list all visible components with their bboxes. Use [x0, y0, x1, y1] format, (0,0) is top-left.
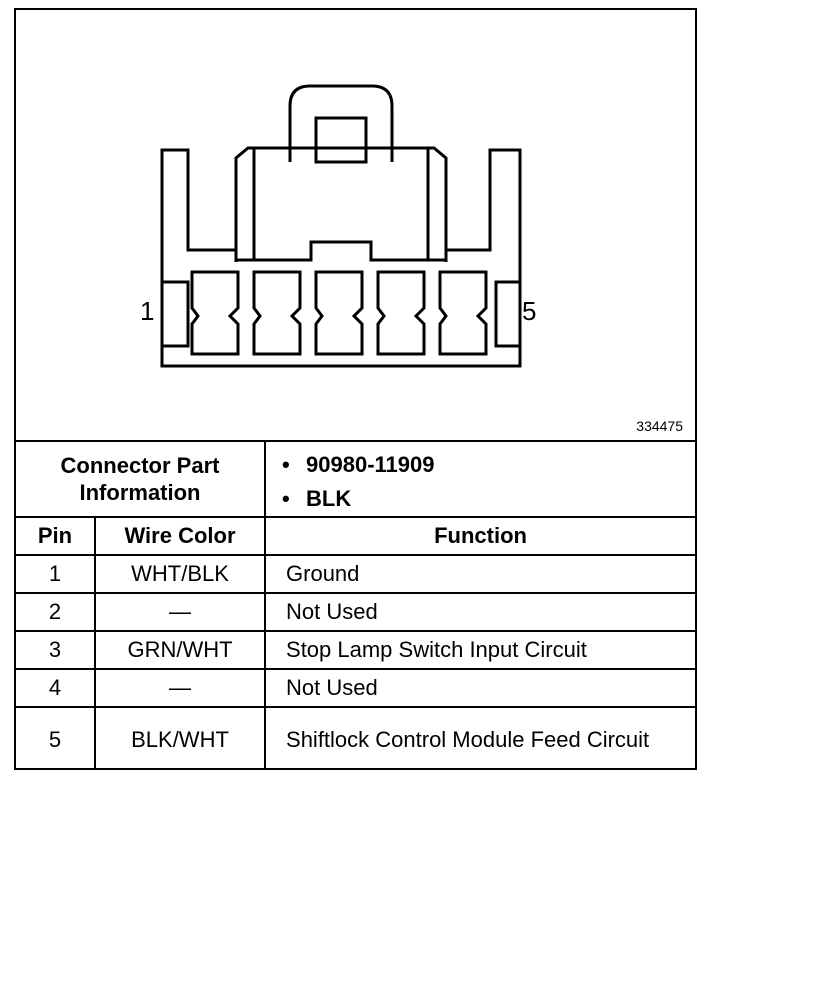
part-info-label-line1: Connector Part [60, 453, 220, 478]
function-cell: Ground [265, 555, 695, 593]
function-cell: Shiftlock Control Module Feed Circuit [265, 707, 695, 770]
pin-cell: 1 [16, 555, 95, 593]
header-function: Function [265, 517, 695, 555]
connector-part-info-label [16, 442, 265, 517]
pin-cell: 3 [16, 631, 95, 669]
wire-color-cell: BLK/WHT [95, 707, 265, 770]
terminal-cavity-5 [440, 272, 486, 354]
header-pin: Pin [16, 517, 95, 555]
pin-5-label: 5 [522, 296, 537, 326]
table-row [16, 707, 695, 770]
part-info-label-line2: Information [79, 480, 201, 505]
wire-color-cell: — [95, 593, 265, 631]
connector-part-info-row [16, 442, 695, 517]
connector-diagram [16, 10, 695, 442]
function-cell: Not Used [265, 593, 695, 631]
terminal-cavity-1 [192, 272, 238, 354]
pin-cell: 5 [16, 707, 95, 770]
part-number: • 90980-11909 [306, 448, 695, 482]
connector-latch [290, 86, 392, 162]
pin-cell: 4 [16, 669, 95, 707]
table-row [16, 555, 695, 593]
connector-end-view-frame [14, 8, 697, 770]
table-row [16, 669, 695, 707]
table-row [16, 631, 695, 669]
connector-color: • BLK [306, 482, 695, 516]
function-cell: Not Used [265, 669, 695, 707]
terminal-cavity-2 [254, 272, 300, 354]
function-cell: Stop Lamp Switch Input Circuit [265, 631, 695, 669]
wire-color-cell: — [95, 669, 265, 707]
connector-housing-outline [162, 150, 520, 366]
terminal-cavity-4 [378, 272, 424, 354]
connector-upper-housing [236, 148, 446, 262]
connector-drawing [16, 10, 695, 440]
connector-latch-window [316, 118, 366, 162]
pin-1-label: 1 [140, 296, 155, 326]
connector-part-info-values [265, 442, 695, 517]
connector-pinout-table [16, 442, 695, 770]
header-wire-color: Wire Color [95, 517, 265, 555]
terminal-cavity-3 [316, 272, 362, 354]
pin-cell: 2 [16, 593, 95, 631]
table-header-row [16, 517, 695, 555]
table-row [16, 593, 695, 631]
wire-color-cell: GRN/WHT [95, 631, 265, 669]
figure-id: 334475 [636, 418, 683, 434]
wire-color-cell: WHT/BLK [95, 555, 265, 593]
